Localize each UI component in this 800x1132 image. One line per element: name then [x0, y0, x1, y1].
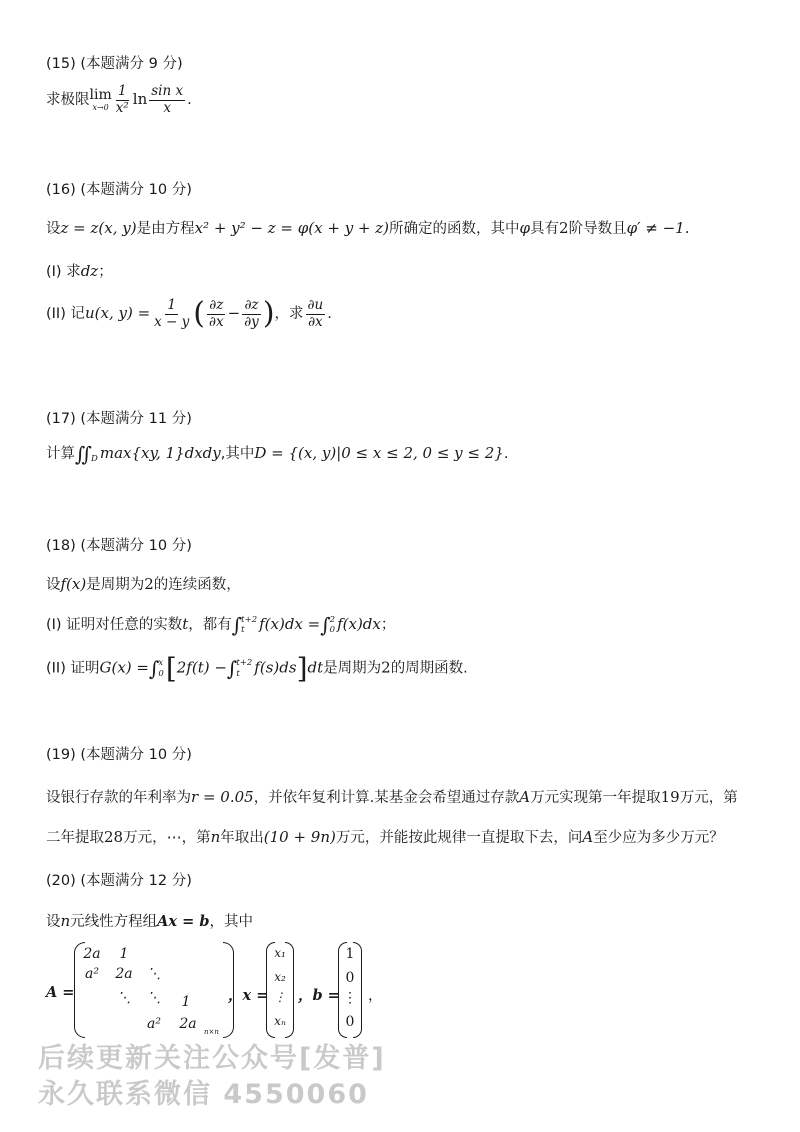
q19-header: (19) (本题满分 10 分) [46, 747, 192, 763]
ln-symbol: ln [132, 90, 148, 109]
matrix-cell: 1 [181, 994, 191, 1010]
q16-part1 [46, 260, 113, 281]
right-paren: ) [262, 296, 275, 332]
period: . [187, 92, 192, 109]
q18-part1 [46, 613, 395, 637]
math: f(x)dx [337, 615, 381, 633]
math: n [60, 912, 71, 930]
math: dt [307, 658, 324, 677]
math: f(x)dx = [259, 615, 321, 633]
frac [152, 298, 191, 330]
matrix-A-label: A = [46, 984, 75, 1001]
text: ，第 [181, 830, 211, 846]
math: dz [80, 262, 99, 280]
vector-cell: ⋮ [343, 990, 357, 1006]
int-lower: 0 [158, 668, 164, 679]
q15-limit [90, 88, 112, 111]
int-limits [236, 658, 252, 678]
math: φ [519, 219, 531, 237]
vector-cell: ⋮ [274, 990, 286, 1004]
math: x² + y² − z = φ(x + y + z) [194, 219, 390, 237]
text: 的连续函数， [153, 577, 241, 593]
integral-symbol: ∫ [148, 656, 160, 681]
math: z = z(x, y) [60, 219, 137, 237]
q16-part2 [46, 298, 332, 330]
vector-b [338, 942, 362, 1038]
text: 设银行存款的年利率为 [46, 790, 191, 806]
vector-cell: x₂ [274, 970, 286, 984]
math: 2 [381, 658, 391, 677]
frac-num: sin x [151, 83, 184, 99]
text: 阶导数且 [568, 221, 627, 237]
text: 年取出 [220, 830, 264, 846]
integral-symbol: ∫ [320, 613, 331, 637]
q16-header: (16) (本题满分 10 分) [46, 182, 192, 198]
math: u(x, y) = [84, 304, 151, 323]
text: 二年提取 [46, 830, 104, 846]
int-upper: 2 [329, 614, 336, 625]
frac-num: 1 [167, 297, 177, 313]
int-upper: t+2 [241, 614, 258, 625]
frac-den: x [163, 99, 171, 116]
text: 元线性方程组 [70, 914, 158, 930]
frac-den: ∂y [244, 313, 259, 330]
math: n [210, 828, 221, 846]
math: max{xy, 1}dxdy [99, 444, 221, 462]
math: A [582, 828, 594, 846]
text: 计算 [46, 446, 75, 462]
matrix-cell: 2a [83, 946, 101, 962]
watermark-line2: 永久联系微信 4550060 [38, 1079, 369, 1110]
vector-x-label: ，x = [228, 987, 269, 1004]
text: ； [98, 264, 113, 280]
frac-den: ∂x [209, 313, 224, 330]
math: φ′ ≠ −1. [626, 219, 690, 237]
text: 是周期为 [86, 577, 145, 593]
text: 是由方程 [136, 221, 195, 237]
period: . [503, 446, 509, 462]
frac-num: ∂u [307, 297, 324, 313]
q19-line1 [46, 786, 738, 807]
part-label: (II) 记 [46, 306, 85, 323]
text: ； [380, 617, 396, 633]
matrix-cell: 2a [115, 966, 133, 982]
text: ,其中 [220, 446, 255, 462]
vector-x [266, 942, 294, 1038]
q17-header: (17) (本题满分 11 分) [46, 411, 192, 427]
frac-num: ∂z [244, 297, 259, 313]
text: 所确定的函数，其中 [389, 221, 520, 237]
int-limits [91, 444, 98, 464]
text: 的周期函数. [390, 660, 468, 677]
math: t [182, 615, 189, 633]
text: ，求 [274, 306, 304, 323]
q15-statement [46, 84, 192, 116]
int-limits [241, 615, 257, 635]
vector-cell: 0 [345, 970, 355, 986]
math: 2 [559, 219, 569, 237]
lim-subscript: x→0 [92, 102, 109, 112]
q15-frac1 [114, 84, 131, 116]
left-paren: ( [193, 296, 206, 332]
int-limits [158, 658, 163, 678]
int-lower: t [236, 668, 240, 679]
q18-line1 [46, 573, 241, 594]
text: 万元，第 [679, 790, 738, 806]
math: 2 [144, 575, 154, 593]
matrix-cell: 1 [119, 946, 129, 962]
text: 具有 [530, 221, 560, 237]
q19-line2 [46, 826, 724, 847]
matrix-cell: ⋱ [117, 990, 131, 1006]
q17-statement [46, 442, 508, 466]
math: G(x) = [99, 658, 149, 677]
text: 万元， [123, 830, 167, 846]
matrix-size: n×n [204, 1028, 219, 1036]
math: f(s)ds [254, 658, 297, 677]
text: 是周期为 [323, 660, 382, 677]
vector-cell: x₁ [274, 946, 286, 960]
math: (10 + 9n) [263, 828, 336, 846]
text: ，并依年复利计算.某基金会希望通过存款 [253, 790, 520, 806]
q16-line1 [46, 217, 690, 238]
math: 2f(t) − [176, 658, 227, 677]
frac [306, 298, 326, 330]
text: 万元，并能按此规律一直提取下去，问 [335, 830, 583, 846]
vector-cell: 0 [345, 1014, 355, 1030]
math: ⋯ [166, 828, 182, 846]
text: 万元实现第一年提取 [530, 790, 661, 806]
q18-header: (18) (本题满分 10 分) [46, 538, 192, 554]
q20-line1 [46, 910, 253, 931]
math: 28 [104, 828, 124, 846]
watermark-line1: 后续更新关注公众号[发普] [38, 1043, 386, 1074]
double-integral-symbol: ∬ [75, 442, 93, 466]
int-lower: 0 [329, 625, 336, 635]
right-bracket: ] [296, 652, 308, 685]
part-label: (I) 求 [46, 264, 81, 280]
q15-prefix: 求极限 [46, 92, 90, 109]
int-upper: t+2 [236, 658, 253, 669]
text: 至少应为多少万元？ [593, 830, 724, 846]
q15-frac2 [149, 84, 185, 116]
frac-num: 1 [117, 83, 127, 99]
matrix-A [74, 942, 234, 1038]
vector-cell: xₙ [274, 1014, 286, 1028]
integral-symbol: ∫ [231, 613, 243, 637]
frac-den: x − y [154, 313, 190, 330]
vector-cell: 1 [345, 946, 355, 962]
left-bracket: [ [165, 652, 177, 685]
matrix-cell: 2a [179, 1016, 197, 1032]
frac [207, 298, 226, 330]
vector-b-label: ，b = [298, 987, 340, 1004]
frac-num: ∂z [209, 297, 224, 313]
q20-header: (20) (本题满分 12 分) [46, 873, 192, 889]
text: ，其中 [209, 914, 253, 930]
text: ，都有 [188, 617, 232, 633]
matrix-cell: ⋱ [147, 966, 161, 982]
integral-symbol: ∫ [226, 656, 238, 681]
math: r = 0.05 [191, 788, 254, 806]
matrix-cell: a² [147, 1016, 161, 1032]
int-upper: x [158, 658, 164, 669]
matrix-end-comma: ， [368, 988, 383, 1004]
math: D = {(x, y)|0 ≤ x ≤ 2, 0 ≤ y ≤ 2} [254, 444, 504, 462]
text: 设 [46, 577, 61, 593]
math: Ax = b [157, 913, 210, 930]
int-sub: D [91, 454, 98, 464]
part-label: (I) 证明对任意的实数 [46, 617, 183, 633]
part-label: (II) 证明 [46, 660, 100, 677]
math: − [227, 304, 241, 323]
frac-den: x² [115, 99, 129, 116]
text: 设 [46, 914, 61, 930]
matrix-cell: a² [85, 966, 99, 982]
int-lower: t [241, 625, 245, 635]
int-limits [330, 615, 335, 635]
math: f(x) [60, 575, 87, 593]
math: A [519, 788, 531, 806]
matrix-cell: ⋱ [147, 990, 161, 1006]
frac [242, 298, 261, 330]
text: 设 [46, 221, 61, 237]
q18-part2 [46, 652, 468, 685]
lim-symbol: lim [89, 87, 112, 104]
math: 19 [660, 788, 680, 806]
q15-header: (15) (本题满分 9 分) [46, 56, 183, 72]
period: . [327, 306, 332, 323]
frac-den: ∂x [308, 313, 323, 330]
